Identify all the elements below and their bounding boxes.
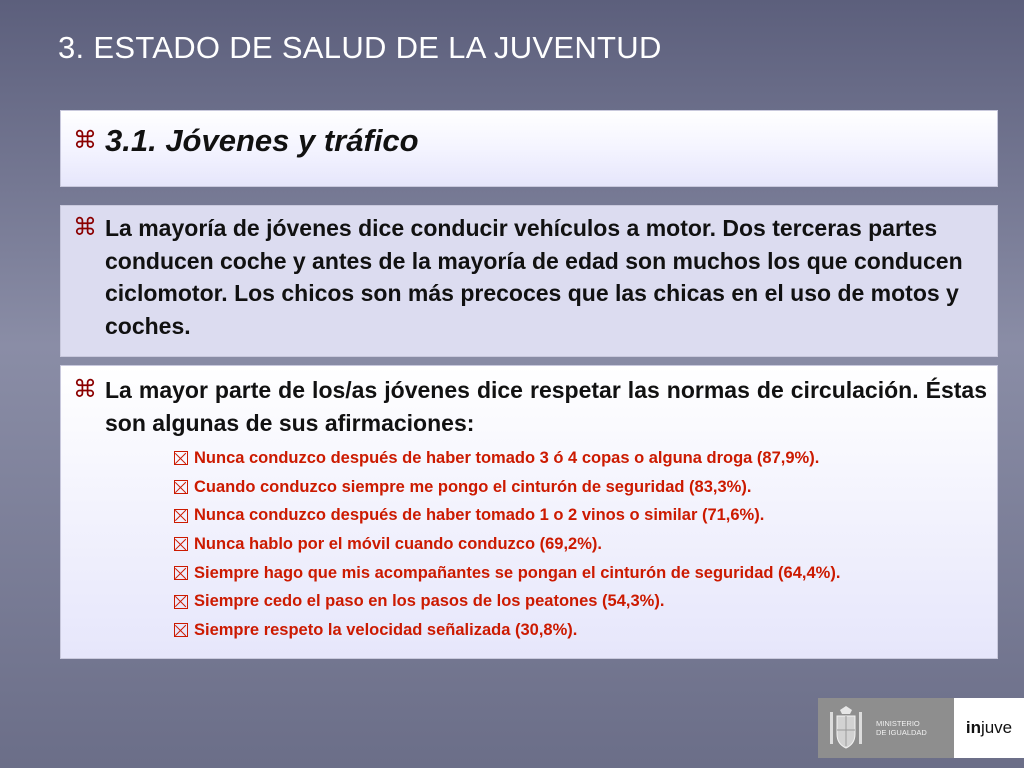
paragraph1-row <box>73 212 987 342</box>
command-bullet-icon: ⌘ <box>73 214 97 241</box>
checkbox-x-icon <box>174 537 188 551</box>
statements-list <box>174 444 840 645</box>
paragraph1-box <box>60 205 998 357</box>
list-item: Cuando conduzco siempre me pongo el cinturón de seguridad (83,3%). <box>174 473 840 502</box>
command-bullet-icon: ⌘ <box>73 376 97 403</box>
heading-box <box>60 110 998 187</box>
list-item: Siempre hago que mis acompañantes se pongan el cinturón de seguridad (64,4%). <box>174 559 840 588</box>
list-item: Nunca hablo por el móvil cuando conduzco (69,2%). <box>174 530 840 559</box>
checkbox-x-icon <box>174 480 188 494</box>
list-item: Siempre respeto la velocidad señalizada (30,8%). <box>174 616 840 645</box>
checkbox-x-icon <box>174 509 188 523</box>
command-bullet-icon: ⌘ <box>73 127 97 154</box>
checkbox-x-icon <box>174 566 188 580</box>
coat-of-arms-icon <box>828 706 864 750</box>
list-item: Nunca conduzco después de haber tomado 1 o 2 vinos o similar (71,6%). <box>174 501 840 530</box>
footer-logos <box>818 698 1024 758</box>
slide-title: 3. ESTADO DE SALUD DE LA JUVENTUD <box>58 30 662 65</box>
list-item: Nunca conduzco después de haber tomado 3 ó 4 copas o alguna droga (87,9%). <box>174 444 840 473</box>
heading-row <box>73 125 419 157</box>
checkbox-x-icon <box>174 623 188 637</box>
paragraph1-text: La mayoría de jóvenes dice conducir vehículos a motor. Dos terceras partes conducen coche y antes de la mayoría de edad son muchos los que conducen ciclomotor. Los chicos son más precoces que las chicas en el uso de motos y coches. <box>105 215 963 339</box>
ministerio-logo <box>818 698 954 758</box>
paragraph2-row <box>73 374 987 439</box>
ministerio-label: MINISTERIO DE IGUALDAD <box>876 719 927 737</box>
injuve-logo: in juve <box>954 698 1024 758</box>
section-heading: 3.1. Jóvenes y tráfico <box>105 123 419 158</box>
checkbox-x-icon <box>174 451 188 465</box>
list-item: Siempre cedo el paso en los pasos de los peatones (54,3%). <box>174 587 840 616</box>
paragraph2-box <box>60 365 998 659</box>
paragraph2-text: La mayor parte de los/as jóvenes dice respetar las normas de circulación. Éstas son algunas de sus afirmaciones: <box>105 377 987 436</box>
checkbox-x-icon <box>174 595 188 609</box>
